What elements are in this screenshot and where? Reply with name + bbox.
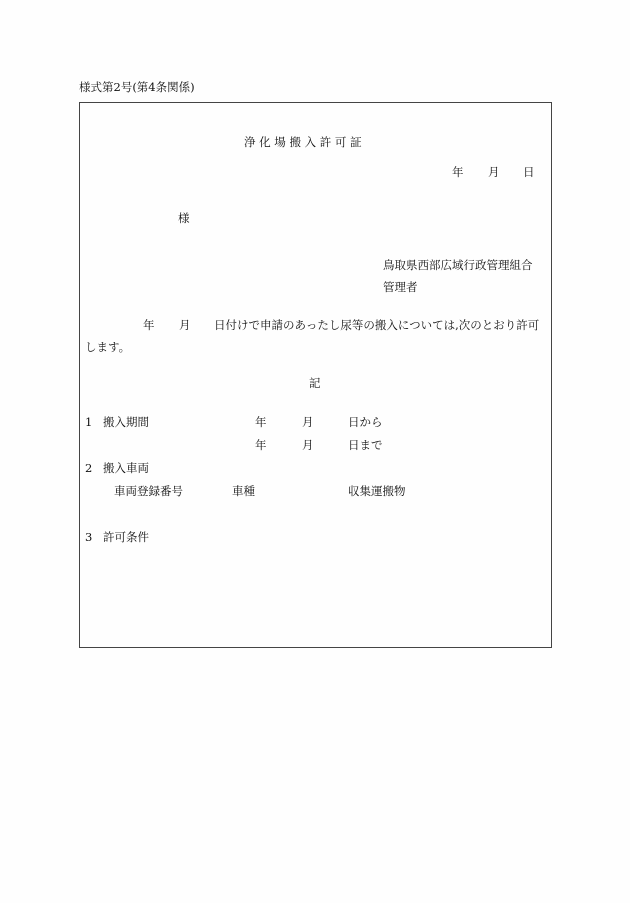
issue-date-day: 日 [523, 165, 535, 179]
body-year: 年 [143, 318, 155, 332]
issue-date-year: 年 [452, 165, 464, 179]
body-line1-rest: 日付けで申請のあったし尿等の搬入については,次のとおり許可 [214, 318, 540, 332]
period-from-day: 日から [348, 415, 383, 429]
period-to-year: 年 [255, 438, 267, 452]
vehicle-type-header: 車種 [232, 484, 255, 498]
item-label: 搬入期間 [103, 415, 149, 429]
period-to-month: 月 [302, 438, 314, 452]
item-number: 3 [85, 530, 93, 544]
form-number: 様式第2号(第4条関係) [79, 80, 195, 94]
period-to-day: 日まで [348, 438, 383, 452]
issuer-organization: 鳥取県西部広域行政管理組合 [383, 258, 533, 272]
item-number: 2 [85, 461, 93, 475]
item-label: 搬入車両 [103, 461, 149, 475]
addressee-suffix: 様 [178, 211, 190, 225]
issuer-title: 管理者 [383, 280, 418, 294]
period-from-year: 年 [255, 415, 267, 429]
body-line2: します。 [85, 340, 131, 354]
document-title: 浄 化 場 搬 入 許 可 証 [244, 135, 362, 149]
issue-date-month: 月 [488, 165, 500, 179]
item-label: 許可条件 [103, 530, 149, 544]
vehicle-cargo-header: 収集運搬物 [348, 484, 406, 498]
body-month: 月 [179, 318, 191, 332]
ki-heading: 記 [309, 376, 321, 390]
period-from-month: 月 [302, 415, 314, 429]
item-number: 1 [85, 415, 93, 429]
permit-frame [79, 102, 552, 648]
vehicle-registration-header: 車両登録番号 [114, 484, 183, 498]
